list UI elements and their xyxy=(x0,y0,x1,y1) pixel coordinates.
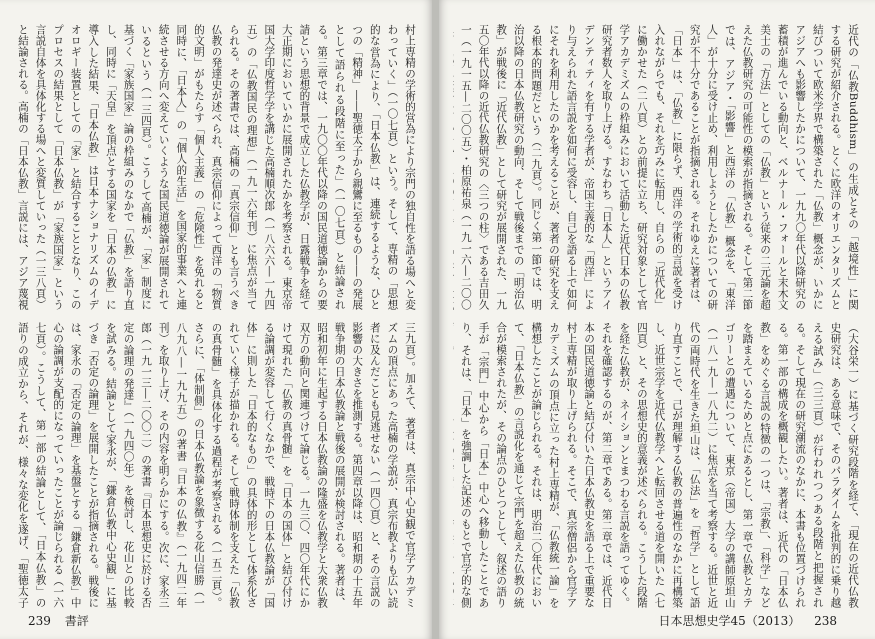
right-page-journal: 日本思想史学45（2013） xyxy=(658,614,801,628)
left-page xyxy=(0,0,432,639)
right-page-footer xyxy=(658,612,847,629)
left-page-lower-text: 三九頁）。加えて、著者は、真宗中心史観で官学アカデミズムの頂点にあった高楠の学説が、真宗布教よりも広い読者に及んだことも見逃せない（一四〇頁）と、その言説の影響の大きさを推測する。第四章以降は、昭和期の十五年戦争期の日本仏教論と戦後の展開が検討される。著者は、昭和初年に生起する日本仏教論の隆盛を仏教学と大衆仏教双方の動向と関連づけて論じる。一九三〇、四〇年代にかけて現れた「仏教の真骨髄」を「日本の国体」と結び付ける論調が変容して行くなかで、戦時下の日本仏教論が「国体」に則した「日本的なもの」の具体的形として体系化されていく様子が描かれる。そして戦時体制を支えた「仏教の真骨髄」を具体化する過程が考察される（一五二頁）。さらに、「体制側」の日本仏教論を象徴する花山信勝（一八九八―一九九五）の著書『日本の仏教』（一九四二年刊）を取り上げ、その内容を明らかにする。次に、家永三郎（一九一三―二〇〇二）の著書『日本思想史に於ける否定の論理の発達』（一九四〇年）を検討し、花山との比較を試みる。結論として家永が、「鎌倉仏教中心史観」に基づき「否定の論理」を展開したことが指摘される。戦後には、家永の「否定の論理」を基盤とする「鎌倉新仏教」中心の論調が支配的になっていったことが論じられる（一六七頁）。こうして、第一部の結論として、「日本仏教」の語りの成立から、それが、様々な変化を遂げ、「聖徳太子 xyxy=(16,322,416,608)
right-page-lower-tier xyxy=(453,322,861,608)
left-page-section: 書評 xyxy=(64,614,89,628)
left-page-lower-tier xyxy=(14,322,418,608)
left-page-footer xyxy=(28,612,99,629)
right-page xyxy=(439,0,875,639)
left-page-upper-tier xyxy=(14,24,418,310)
right-page-lower-text: （大谷栄一）に基づく研究段階を経て、「現在の近代仏教史研究は、ある意味で、そのパラダイムを批判的に乗り越える試み」（三三頁）が行われつつある段階と把握される。そして現在の研究潮流のなかに、本書も位置づけられる。第一部の構成を概観したい。著者は、近代の「日本仏教」をめぐる言説の特徴の一つは、「宗教」、「科学」などを踏まえているためと点にあるとし、第一章で仏教とカテゴリーとの遭遇について、東京（帝国）大学の講師原坦山（一八一九―一八九二）に焦点を当て考察する。近世と近代の両時代を生きた坦山は、「仏法」を「哲学」として語り直すことで、己が理解する仏教の普遍性のなかに再構築し、近世宗学を近代仏教学へと転回させる道を開いた（七四頁）と、その思想史的意義が述べられる。こうした段階を経た仏教が、ネイションとまつわる言説を語ってゆく。それを確認するのが、第二章である。第二章では、近代日本の国民道徳論と結び付いた日本仏教史を語る上で重要な村上専精が取り上げられる。そこで、真宗僧侶から官学アカデミズムの頂点に立った村上専精が、「仏教統一論」を構想したことが論じられる。それは、明治二〇年代において、「日本仏教」の言説化を通じて宗門を超えた仏教の統合が模索されたが、その論点のひとつとして、叙述の語り手が「宗門」中心から「日本」中心へ移動したことであり、それは、「日本」を強調した記述のもとで官学的な側 xyxy=(459,322,859,608)
book-gutter xyxy=(432,0,439,639)
left-page-number: 239 xyxy=(28,614,51,628)
left-page-upper-text: 村上専精の学術的営為により宗門の独自性を語る場へと変わっていく」（一〇七頁）という。そして、専精の「思想的な営為により、「日本仏教」は、連続するような、ひとつの「精神」――聖徳太子から親鸞に至るもの――の発展として語られる段階に至った」（一〇七頁）と結論される。第三章では、一九〇〇年代以降の国民道徳論からの要請という思想的背景で成立した仏教学が、日露戦争を経て大正期においていかに展開されたかを考察される。東京帝国大学印度哲学学を講じた高楠順次郎（一八六六―一九四五）の「仏教国民の理想」（一九一六年刊）に焦点が当てられる。その著書では、高楠の「真宗信仰」とも言うべき仏教の発達史が述べられ、真宗信仰によって西洋の「物質的文明」がもたらす「個人主義」の「危険性」を免れると同時に、「日本人」の「個人的生活」を国家的事業へと連続させる方向へ変えていくような国民道徳論が展開されているという（一三四頁）。こうして高楠が、「家」制度に基づく「家族国家」論の枠組みのなかで「仏教」を語り直し、同時に「天皇」を頂点とする国家を「日本の仏教」に導入した結果、「日本仏教」は日本ナショナリズムのイデオロギー装置としての「家」と結合することとなり、このプロセスの結果として「日本仏教」が「家族国家」という言説自体を具体化する場へと変質していった（一三八頁）と結論される。高楠の「日本仏教」言説には、アジア蔑視 xyxy=(16,24,416,310)
right-page-upper-text: 近代の「仏教Buddhism」の生成とその「越境性」に関する研究が紹介される。とくに欧洋のオリエンタリズムと結びついて欧米学界で構築された「仏教」概念が、いかにアジアへも影響したかについて、一九九〇年代以降研究の蓄積が進んでいる動向と、ベルナール・フォールと末木文美士の「方法」としての「仏教」という従来の二元論を超えた仏教研究の可能性の模索が指摘される。そして第二節では、アジア・「影響」と西洋の「仏教」概念を、「東洋人」が十分に受け止め、利用しようとしたかについての研究が不十分であることが指摘される。それゆえに著者は、「日本」は、「仏教」に限らず、西洋の学術的言説を受け入れながらでも、それを巧みに転用し、自らの「近代化」に働かせた（二八頁）との前提に立ち、研究対象として官学アカデミズムの枠組みにおいて活動した近代日本の仏教研究者数人を取り上げる。すなわち「日本人」というアイデンティティを有する学者が、帝国主義的な「西洋」により与えられた語言説を如何に受容し、自己を語る上で如何にそれを利用したのかを考えることが、著者の研究を支える根本的問題だという（二九頁）。同じく第一節では、明治以降の日本仏教研究の動向、そして戦後までの「明治仏教」が戦後に「近代仏教」として研究が展開された、一九五〇年代以降の近代仏教研究の〈三つの柱〉である吉田久一（一九一五―二〇〇五）・柏原祐泉（一九一六―二〇〇 xyxy=(459,24,859,310)
right-page-upper-tier xyxy=(453,24,861,310)
right-page-number: 238 xyxy=(814,614,837,628)
